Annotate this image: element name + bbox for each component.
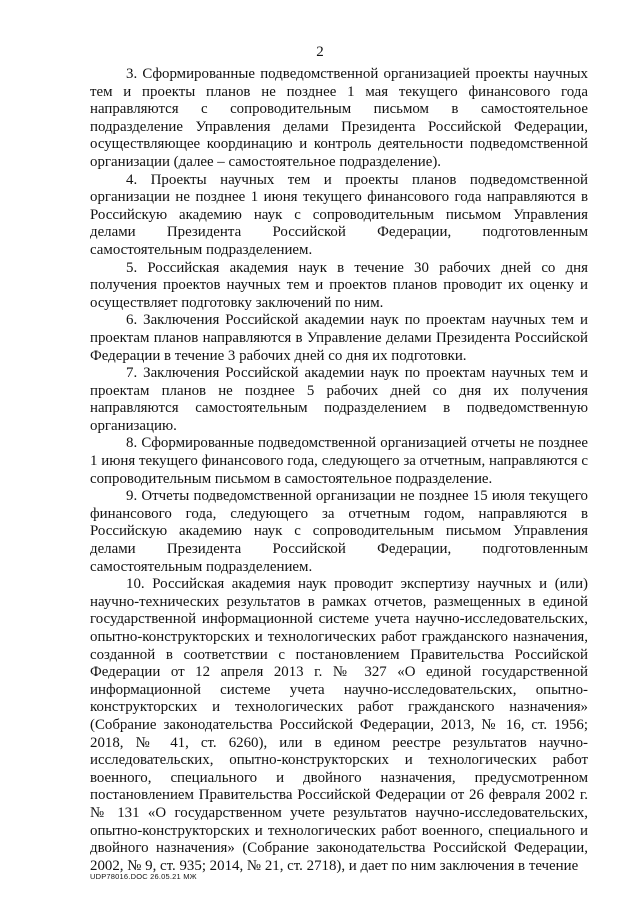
- paragraph-7: 7. Заключения Российской академии наук по проектам научных тем и проектам планов не позднее 5 рабочих дней со дня их получения направляются самостоятельным подразделением в подведомственную организацию.: [90, 365, 588, 434]
- paragraph-9: 9. Отчеты подведомственной организации не позднее 15 июля текущего финансового года, следующего за отчетным годом, направляются в Российскую академию наук с сопроводительным письмом Управления делами Президента Российской Федерации, подготовленным самостоятельным подразделением.: [90, 488, 588, 575]
- document-footer: UDP78016.DOC 26.05.21 MЖ: [90, 872, 197, 881]
- paragraph-5: 5. Российская академия наук в течение 30 рабочих дней со дня получения проектов научных тем и проектов планов проводит их оценку и осуществляет подготовку заключений по ним.: [90, 259, 588, 311]
- document-body: [90, 66, 588, 875]
- paragraph-4: 4. Проекты научных тем и проекты планов подведомственной организации не позднее 1 июня текущего финансового года направляются в Российскую академию наук с сопроводительным письмом Управления делами Президента Российской Федерации, подготовленным самостоятельным подразделением.: [90, 171, 588, 258]
- paragraph-8: 8. Сформированные подведомственной организацией отчеты не позднее 1 июня текущего финансового года, следующего за отчетным, направляются с сопроводительным письмом в самостоятельное подразделение.: [90, 435, 588, 487]
- page-number: 2: [316, 44, 324, 60]
- paragraph-10: 10. Российская академия наук проводит экспертизу научных и (или) научно-технических результатов в рамках отчетов, размещенных в единой государственной информационной системе учета научно-исследовательских, опытно-конструкторских и технологических работ гражданского назначения, созданной в соответствии с постановлением Правительства Российской Федерации от 12 апреля 2013 г. № 327 «О единой государственной информационной системе учета научно-исследовательских, опытно-конструкторских и технологических работ гражданского назначения» (Собрание законодательства Российской Федерации, 2013, № 16, ст. 1956; 2018, № 41, ст. 6260), или в едином реестре результатов научно-исследовательских, опытно-конструкторских и технологических работ военного, специального и двойного назначения, предусмотренном постановлением Правительства Российской Федерации от 26 февраля 2002 г. № 131 «О государственном учете результатов научно-исследовательских, опытно-конструкторских и технологических работ военного, специального и двойного назначения» (Собрание законодательства Российской Федерации, 2002, № 9, ст. 935; 2014, № 21, ст. 2718), и дает по ним заключения в течение: [90, 576, 588, 874]
- paragraph-6: 6. Заключения Российской академии наук по проектам научных тем и проектам планов направляются в Управление делами Президента Российской Федерации в течение 3 рабочих дней со дня их подготовки.: [90, 312, 588, 364]
- paragraph-3: 3. Сформированные подведомственной организацией проекты научных тем и проекты планов не позднее 1 мая текущего финансового года направляются с сопроводительным письмом в самостоятельное подразделение Управления делами Президента Российской Федерации, осуществляющее координацию и контроль деятельности подведомственной организации (далее – самостоятельное подразделение).: [90, 66, 588, 170]
